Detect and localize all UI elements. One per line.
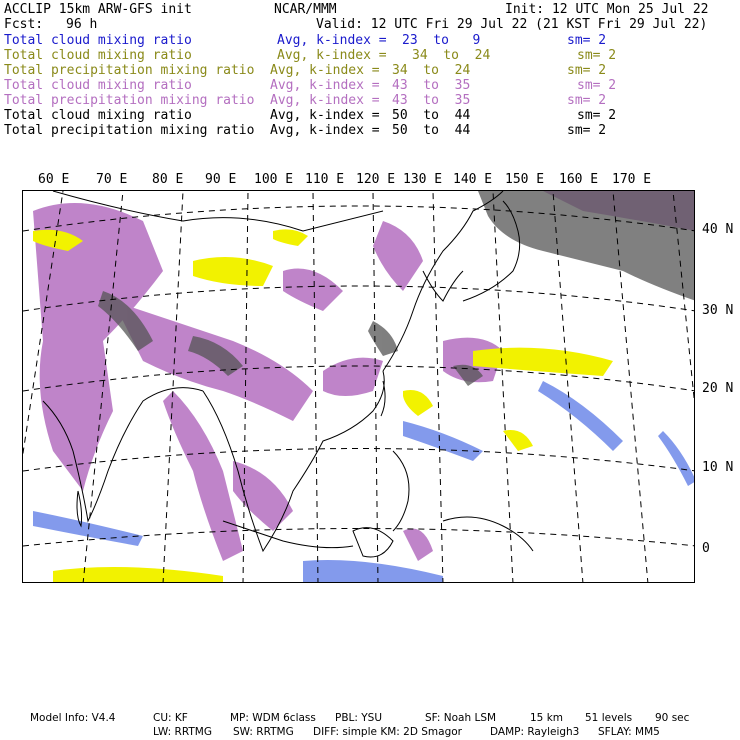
field-k-range: 50 to 44 bbox=[392, 108, 471, 123]
field-smoothing: sm= 2 bbox=[577, 108, 617, 123]
field-k-range: 43 to 35 bbox=[392, 93, 471, 108]
field-avg-label: Avg, k-index = bbox=[277, 48, 387, 63]
grid-resolution: 15 km bbox=[530, 712, 564, 724]
field-avg-label: Avg, k-index = bbox=[270, 108, 380, 123]
forecast-hour-value: 96 h bbox=[66, 17, 98, 32]
longitude-label: 90 E bbox=[205, 172, 237, 187]
latitude-label: 30 N bbox=[702, 303, 734, 318]
map-panel bbox=[22, 190, 695, 583]
surface-scheme: SF: Noah LSM bbox=[425, 712, 497, 724]
surface-layer-scheme: SFLAY: MM5 bbox=[598, 726, 660, 738]
latitude-label: 10 N bbox=[702, 460, 734, 475]
field-avg-label: Avg, k-index = bbox=[270, 93, 380, 108]
field-avg-label: Avg, k-index = bbox=[270, 123, 380, 138]
field-k-range: 50 to 44 bbox=[392, 123, 471, 138]
shortwave-scheme: SW: RRTMG bbox=[233, 726, 294, 738]
longitude-label: 160 E bbox=[559, 172, 599, 187]
field-avg-label: Avg, k-index = bbox=[277, 33, 387, 48]
field-avg-label: Avg, k-index = bbox=[270, 63, 380, 78]
diffusion-scheme: DIFF: simple KM: 2D Smagor bbox=[313, 726, 462, 738]
valid-time: Valid: 12 UTC Fri 29 Jul 22 (21 KST Fri 29 Jul 22) bbox=[316, 17, 708, 32]
field-name: Total cloud mixing ratio bbox=[4, 78, 192, 93]
longitude-label: 110 E bbox=[305, 172, 345, 187]
longitude-label: 140 E bbox=[453, 172, 493, 187]
field-k-range: 23 to 9 bbox=[402, 33, 481, 48]
field-name: Total cloud mixing ratio bbox=[4, 108, 192, 123]
timestep: 90 sec bbox=[655, 712, 690, 724]
field-smoothing: sm= 2 bbox=[567, 123, 607, 138]
init-time: Init: 12 UTC Mon 25 Jul 22 bbox=[505, 2, 709, 17]
field-k-range: 43 to 35 bbox=[392, 78, 471, 93]
microphysics-scheme: MP: WDM 6class bbox=[230, 712, 316, 724]
field-name: Total cloud mixing ratio bbox=[4, 33, 192, 48]
field-smoothing: sm= 2 bbox=[567, 33, 607, 48]
plot-title: ACCLIP 15km ARW-GFS init bbox=[4, 2, 192, 17]
latitude-label: 20 N bbox=[702, 381, 734, 396]
longitude-label: 130 E bbox=[403, 172, 443, 187]
longitude-label: 70 E bbox=[96, 172, 128, 187]
organization-label: NCAR/MMM bbox=[274, 2, 337, 17]
latitude-label: 40 N bbox=[702, 222, 734, 237]
latitude-label: 0 bbox=[702, 541, 710, 556]
field-smoothing: sm= 2 bbox=[567, 93, 607, 108]
longitude-label: 60 E bbox=[38, 172, 70, 187]
longitude-label: 150 E bbox=[505, 172, 545, 187]
cumulus-scheme: CU: KF bbox=[153, 712, 188, 724]
longitude-label: 100 E bbox=[254, 172, 294, 187]
field-k-range: 34 to 24 bbox=[412, 48, 491, 63]
cloud-shading-blue bbox=[33, 381, 695, 583]
field-smoothing: sm= 2 bbox=[577, 48, 617, 63]
field-name: Total precipitation mixing ratio bbox=[4, 63, 255, 78]
field-avg-label: Avg, k-index = bbox=[270, 78, 380, 93]
vertical-levels: 51 levels bbox=[585, 712, 633, 724]
field-k-range: 34 to 24 bbox=[392, 63, 471, 78]
field-smoothing: sm= 2 bbox=[577, 78, 617, 93]
forecast-hour-label: Fcst: bbox=[4, 17, 44, 32]
longitude-label: 170 E bbox=[612, 172, 652, 187]
field-name: Total precipitation mixing ratio bbox=[4, 93, 255, 108]
map-canvas bbox=[23, 191, 695, 583]
field-smoothing: sm= 2 bbox=[567, 63, 607, 78]
model-info: Model Info: V4.4 bbox=[30, 712, 116, 724]
damping-scheme: DAMP: Rayleigh3 bbox=[490, 726, 580, 738]
longitude-label: 80 E bbox=[152, 172, 184, 187]
field-name: Total cloud mixing ratio bbox=[4, 48, 192, 63]
longwave-scheme: LW: RRTMG bbox=[153, 726, 212, 738]
longitude-label: 120 E bbox=[356, 172, 396, 187]
field-name: Total precipitation mixing ratio bbox=[4, 123, 255, 138]
pbl-scheme: PBL: YSU bbox=[335, 712, 383, 724]
